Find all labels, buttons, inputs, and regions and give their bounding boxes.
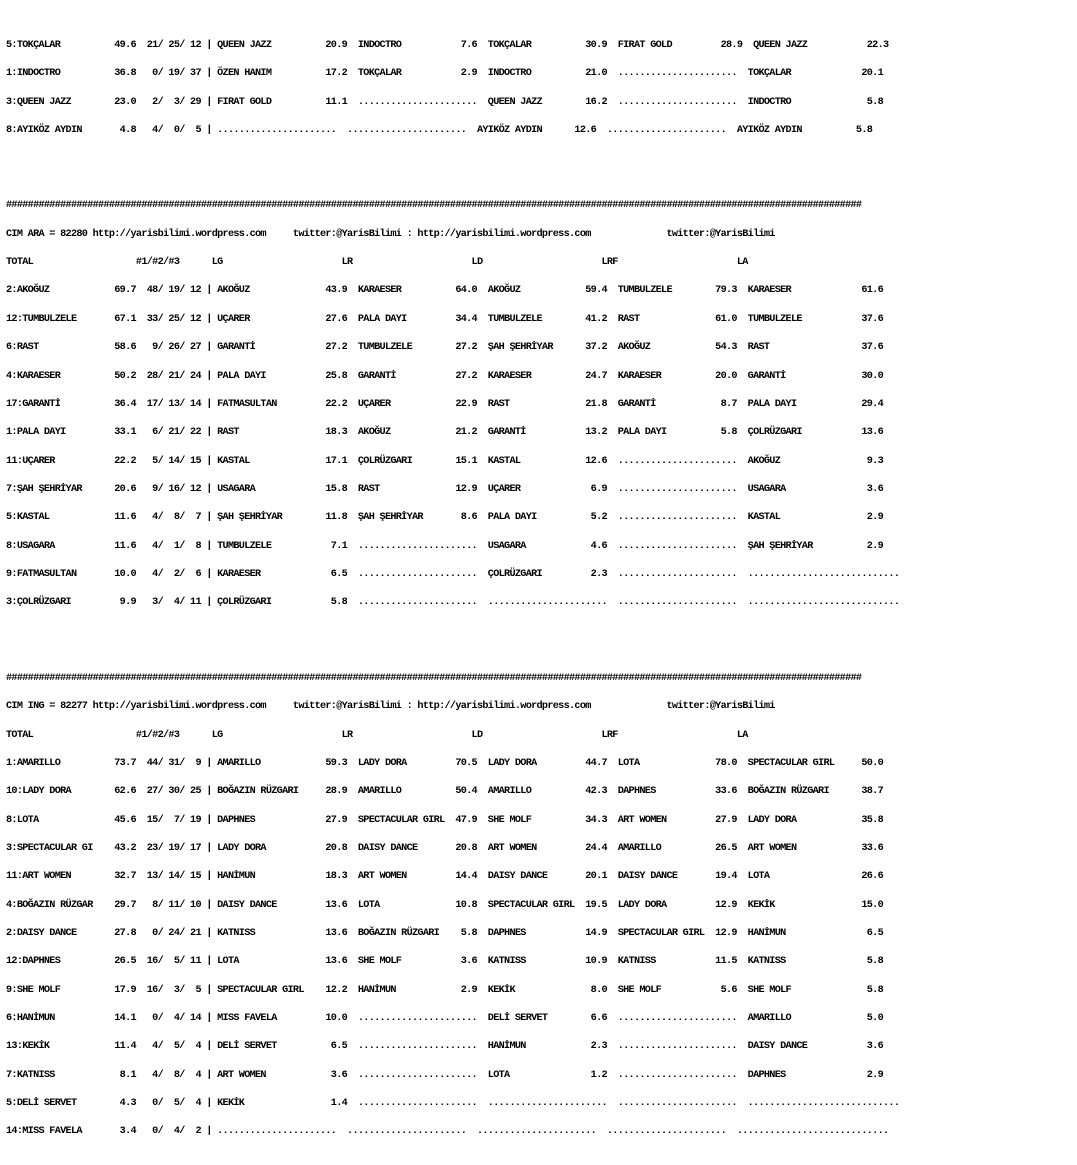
result-row: 1:INDOCTRO 36.8 0/ 19/ 37 | ÖZEN HANIM 17.2 TOKÇALAR 2.9 INDOCTRO 21.0 ...................... TOKÇALAR 20.1 (6, 68, 883, 80)
result-row: 4:KARAESER 50.2 28/ 21/ 24 | PALA DAYI 25.8 GARANTİ 27.2 KARAESER 24.7 KARAESER 20.0 GARANTİ 30.0 (6, 370, 883, 382)
separator-line: ############################################################################################################################################################## (6, 672, 862, 684)
result-row: 9:FATMASULTAN 10.0 4/ 2/ 6 | KARAESER 6.5 ...................... ÇOLRÜZGARI 2.3 ...................... ............................ (6, 568, 900, 580)
result-row: 8:AYIKÖZ AYDIN 4.8 4/ 0/ 5 | ...................... ...................... AYIKÖZ AYDIN 12.6 ...................... AYIKÖZ AYDIN 5.8 (6, 124, 873, 136)
result-row: 8:LOTA 45.6 15/ 7/ 19 | DAPHNES 27.9 SPECTACULAR GIRL 47.9 SHE MOLF 34.3 ART WOMEN 27.9 LADY DORA 35.8 (6, 814, 883, 826)
race-header: CIM ARA = 82280 http://yarisbilimi.wordpress.com twitter:@YarisBilimi : http://yarisbilimi.wordpress.com twitter:@YarisBilimi (6, 228, 775, 240)
result-row: 4:BOĞAZIN RÜZGAR 29.7 8/ 11/ 10 | DAISY DANCE 13.6 LOTA 10.8 SPECTACULAR GIRL 19.5 LADY DORA 12.9 KEKİK 15.0 (6, 899, 883, 911)
column-headers: TOTAL #1/#2/#3 LG LR LD LRF LA (6, 729, 748, 741)
result-row: 1:AMARILLO 73.7 44/ 31/ 9 | AMARILLO 59.3 LADY DORA 70.5 LADY DORA 44.7 LOTA 78.0 SPECTACULAR GIRL 50.0 (6, 757, 883, 769)
cim-ara-block (6, 183, 1077, 627)
top-results-block (6, 22, 1077, 154)
cim-ing-block (6, 655, 1077, 1156)
result-row: 12:DAPHNES 26.5 16/ 5/ 11 | LOTA 13.6 SHE MOLF 3.6 KATNISS 10.9 KATNISS 11.5 KATNISS 5.8 (6, 956, 883, 968)
result-row: 7:ŞAH ŞEHRİYAR 20.6 9/ 16/ 12 | USAGARA 15.8 RAST 12.9 UÇARER 6.9 ...................... USAGARA 3.6 (6, 483, 883, 495)
result-row: 13:KEKİK 11.4 4/ 5/ 4 | DELİ SERVET 6.5 ...................... HANİMUN 2.3 ...................... DAISY DANCE 3.6 (6, 1041, 883, 1053)
result-row: 2:AKOĞUZ 69.7 48/ 19/ 12 | AKOĞUZ 43.9 KARAESER 64.0 AKOĞUZ 59.4 TUMBULZELE 79.3 KARAESER 61.6 (6, 285, 883, 297)
result-row: 3:SPECTACULAR GI 43.2 23/ 19/ 17 | LADY DORA 20.8 DAISY DANCE 20.8 ART WOMEN 24.4 AMARILLO 26.5 ART WOMEN 33.6 (6, 842, 883, 854)
separator-line: ############################################################################################################################################################## (6, 200, 862, 212)
result-row: 6:HANİMUN 14.1 0/ 4/ 14 | MISS FAVELA 10.0 ...................... DELİ SERVET 6.6 ...................... AMARILLO 5.0 (6, 1013, 883, 1024)
result-row: 3:QUEEN JAZZ 23.0 2/ 3/ 29 | FIRAT GOLD 11.1 ...................... QUEEN JAZZ 16.2 ...................... INDOCTRO 5.8 (6, 96, 883, 108)
result-row: 5:TOKÇALAR 49.6 21/ 25/ 12 | QUEEN JAZZ 20.9 INDOCTRO 7.6 TOKÇALAR 30.9 FIRAT GOLD 28.9 QUEEN JAZZ 22.3 (6, 39, 889, 51)
result-row: 5:KASTAL 11.6 4/ 8/ 7 | ŞAH ŞEHRİYAR 11.8 ŞAH ŞEHRİYAR 8.6 PALA DAYI 5.2 ...................... KASTAL 2.9 (6, 512, 883, 524)
result-row: 9:SHE MOLF 17.9 16/ 3/ 5 | SPECTACULAR GIRL 12.2 HANİMUN 2.9 KEKİK 8.0 SHE MOLF 5.6 SHE MOLF 5.8 (6, 984, 883, 996)
result-row: 6:RAST 58.6 9/ 26/ 27 | GARANTİ 27.2 TUMBULZELE 27.2 ŞAH ŞEHRİYAR 37.2 AKOĞUZ 54.3 RAST 37.6 (6, 342, 883, 354)
result-row: 17:GARANTİ 36.4 17/ 13/ 14 | FATMASULTAN 22.2 UÇARER 22.9 RAST 21.8 GARANTİ 8.7 PALA DAYI 29.4 (6, 398, 883, 410)
result-row: 14:MISS FAVELA 3.4 0/ 4/ 2 | ...................... ...................... ...................... ...................... ............................ (6, 1126, 889, 1138)
result-row: 1:PALA DAYI 33.1 6/ 21/ 22 | RAST 18.3 AKOĞUZ 21.2 GARANTİ 13.2 PALA DAYI 5.8 ÇOLRÜZGARI 13.6 (6, 427, 883, 439)
result-row: 11:ART WOMEN 32.7 13/ 14/ 15 | HANİMUN 18.3 ART WOMEN 14.4 DAISY DANCE 20.1 DAISY DANCE 19.4 LOTA 26.6 (6, 871, 883, 883)
column-headers: TOTAL #1/#2/#3 LG LR LD LRF LA (6, 257, 748, 269)
race-header: CIM ING = 82277 http://yarisbilimi.wordpress.com twitter:@YarisBilimi : http://yarisbilimi.wordpress.com twitter:@YarisBilimi (6, 701, 775, 713)
result-row: 8:USAGARA 11.6 4/ 1/ 8 | TUMBULZELE 7.1 ...................... USAGARA 4.6 ...................... ŞAH ŞEHRİYAR 2.9 (6, 540, 883, 552)
result-row: 10:LADY DORA 62.6 27/ 30/ 25 | BOĞAZIN RÜZGARI 28.9 AMARILLO 50.4 AMARILLO 42.3 DAPHNES 33.6 BOĞAZIN RÜZGARI 38.7 (6, 786, 883, 798)
result-row: 11:UÇARER 22.2 5/ 14/ 15 | KASTAL 17.1 ÇOLRÜZGARI 15.1 KASTAL 12.6 ...................... AKOĞUZ 9.3 (6, 455, 883, 467)
result-row: 5:DELİ SERVET 4.3 0/ 5/ 4 | KEKİK 1.4 ...................... ...................... ...................... ............................ (6, 1098, 900, 1110)
result-row: 2:DAISY DANCE 27.8 0/ 24/ 21 | KATNISS 13.6 BOĞAZIN RÜZGARI 5.8 DAPHNES 14.9 SPECTACULAR GIRL 12.9 HANİMUN 6.5 (6, 927, 883, 939)
result-row: 12:TUMBULZELE 67.1 33/ 25/ 12 | UÇARER 27.6 PALA DAYI 34.4 TUMBULZELE 41.2 RAST 61.0 TUMBULZELE 37.6 (6, 313, 883, 325)
result-row: 3:ÇOLRÜZGARI 9.9 3/ 4/ 11 | ÇOLRÜZGARI 5.8 ...................... ...................... ...................... ............................ (6, 597, 900, 609)
result-row: 7:KATNISS 8.1 4/ 8/ 4 | ART WOMEN 3.6 ...................... LOTA 1.2 ...................... DAPHNES 2.9 (6, 1069, 883, 1081)
